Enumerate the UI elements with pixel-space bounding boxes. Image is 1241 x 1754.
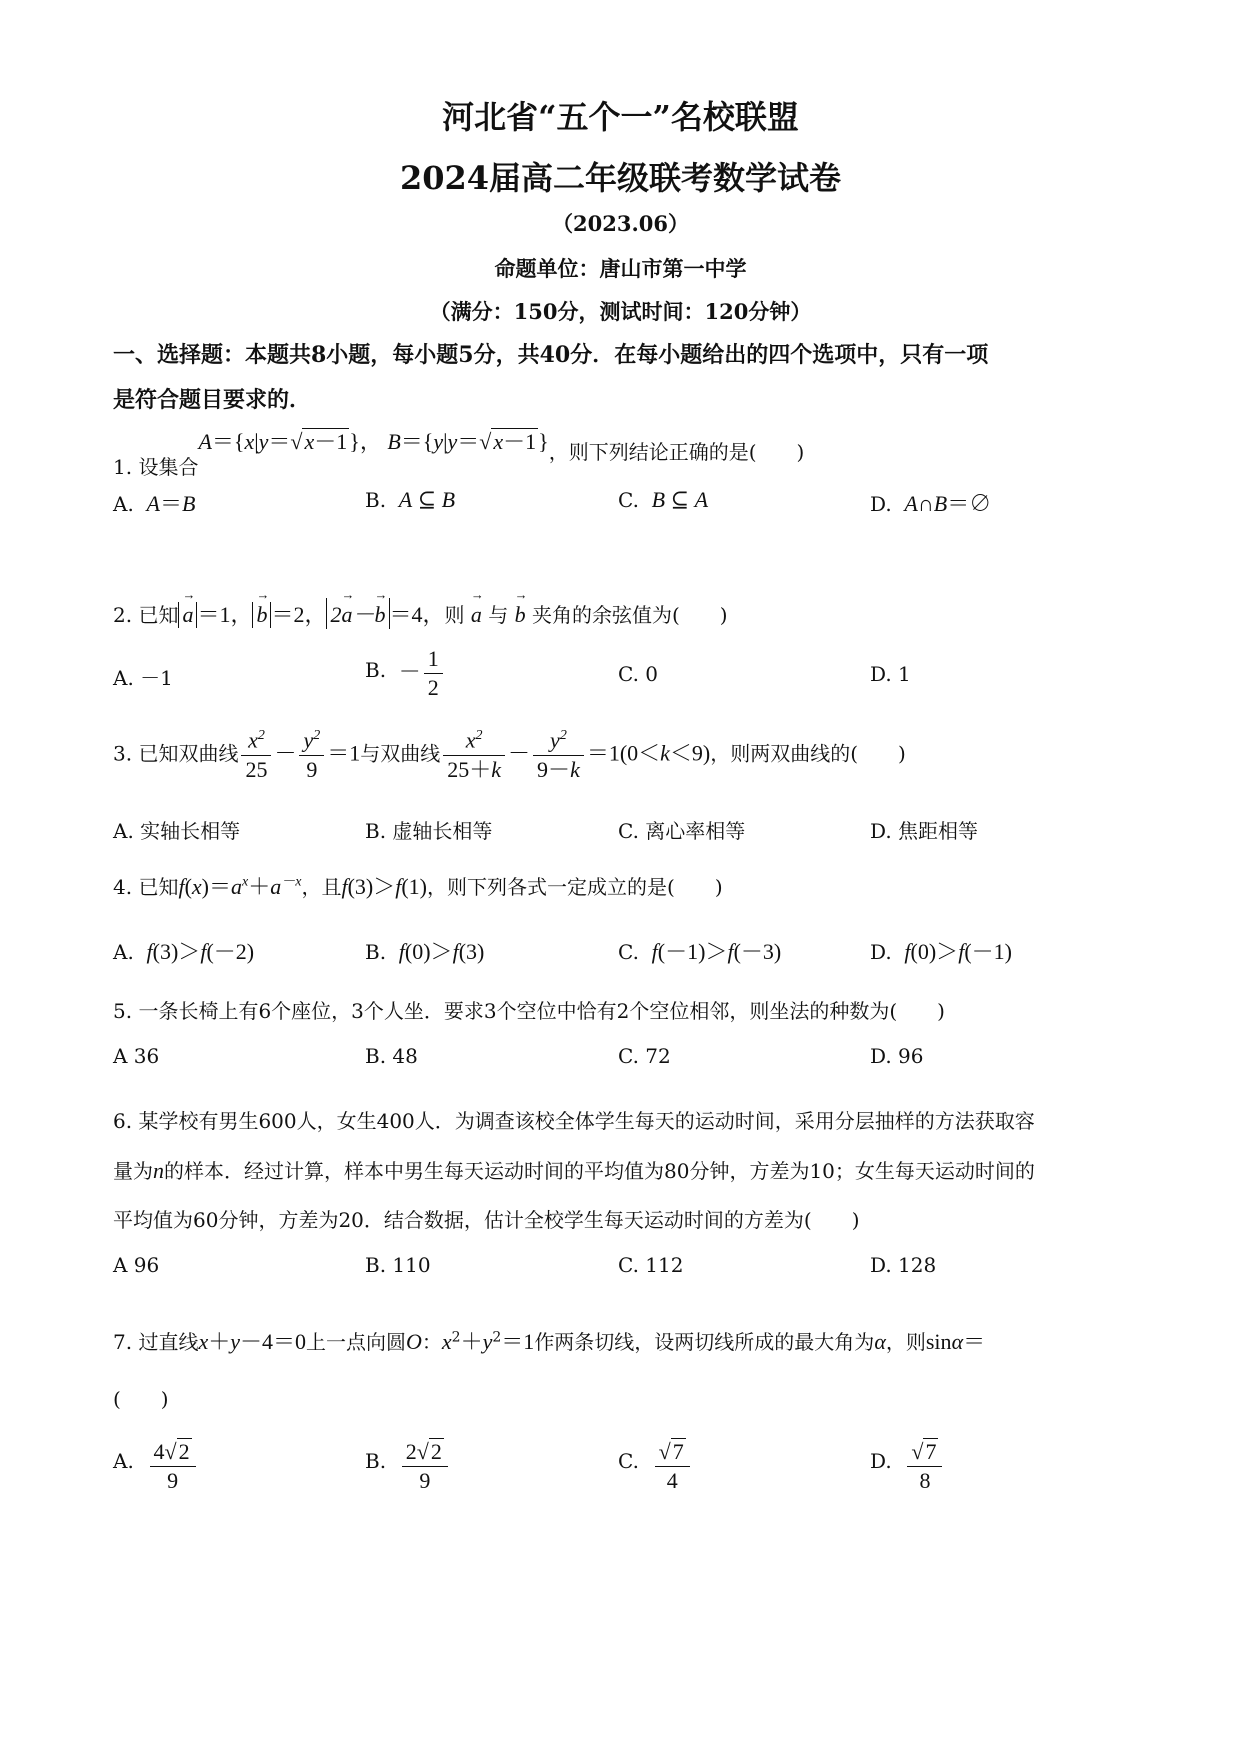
question-7-line2: ( ): [113, 1387, 169, 1411]
question-4-suffix: ，则下列各式一定成立的是( ): [427, 875, 723, 899]
question-7-line1: 7. 过直线x＋y－4＝0上一点向圆O：$x^2+y^2=1$作两条切线，设两切线所成的最大角为α，则sinα＝: [113, 1329, 986, 1354]
question-3-suffix: ，则两双曲线的( ): [710, 741, 906, 766]
q4-option-b: B. f(0)＞f(3): [365, 939, 485, 964]
q5-option-d: D. 96: [870, 1044, 924, 1068]
q6-option-d: D. 128: [870, 1253, 937, 1277]
q2-option-c: C. 0: [618, 662, 659, 686]
q3-option-c: C. 离心率相等: [618, 819, 746, 843]
exam-subtitle: 2024届高二年级联考数学试卷: [399, 159, 842, 197]
q6-option-c: C. 112: [618, 1253, 684, 1277]
q2-option-d: D. 1: [870, 662, 911, 686]
question-5: 5. 一条长椅上有6个座位，3个人坐．要求3个空位中恰有2个空位相邻，则坐法的种数为( ): [113, 999, 945, 1023]
q2-option-a: A. －1: [113, 666, 173, 690]
question-4-prefix: 4. 已知: [113, 875, 179, 899]
q7-option-d: D. $\frac{√7}{8}$: [870, 1440, 945, 1493]
q3-option-b: B. 虚轴长相等: [365, 819, 493, 843]
question-1-prefix: 1. 设集合: [113, 455, 199, 479]
question-1-suffix: ，则下列结论正确的是( ): [548, 440, 805, 464]
question-4: 4. 已知$f(x)=a^x+a^{-x}$，且f(3)＞f(1)，则下列各式一定成立的是( ): [113, 874, 723, 899]
q7-option-a: A. $\frac{4√2}{9}$: [113, 1440, 199, 1493]
question-6-line2: 量为n的样本．经过计算，样本中男生每天运动时间的平均值为80分钟，方差为10；女生每天运动时间的: [113, 1158, 1035, 1183]
q1-option-a: A. A＝B: [113, 491, 196, 516]
exam-score-time: （满分：150分，测试时间：120分钟）: [429, 299, 812, 324]
question-3-prefix: 3. 已知双曲线: [113, 741, 239, 766]
q4-option-c: C. f(－1)＞f(－3): [618, 939, 782, 964]
q7-option-b: B. $\frac{2√2}{9}$: [365, 1440, 451, 1493]
question-3: 3. 已知双曲线 $\frac{x^2}{25}$ － $\frac{y^2}{9}$ ＝1与双曲线 $\frac{x^2}{25+k}$ － $\frac{y^2}{9-k}$ ＝1(0＜k＜9)，则两双曲线的( ): [113, 727, 906, 782]
q1-option-c: C. B ⊆ A: [618, 487, 709, 512]
exam-unit: 命题单位：唐山市第一中学: [494, 256, 747, 281]
q5-option-c: C. 72: [618, 1044, 671, 1068]
q1-option-b: B. A ⊆ B: [365, 487, 456, 512]
q3-option-a: A. 实轴长相等: [113, 819, 241, 843]
question-2-prefix: 2. 已知: [113, 603, 179, 627]
q6-option-b: B. 110: [365, 1253, 431, 1277]
q2-option-b: B. － $\frac{1}{2}$: [365, 647, 446, 700]
q4-option-d: D. f(0)＞f(－1): [870, 939, 1012, 964]
exam-date: （2023.06）: [552, 211, 689, 236]
q5-option-a: A 36: [113, 1044, 160, 1068]
exam-title: 河北省“五个一”名校联盟: [442, 98, 799, 136]
section-heading-line2: 是符合题目要求的．: [113, 387, 312, 413]
q7-option-c: C. $\frac{√7}{4}$: [618, 1440, 693, 1493]
question-3-mid: 与双曲线: [360, 741, 441, 766]
question-1: 1. 设集合A＝{x|y＝√x－1}， B＝{y|y＝√x－1}，则下列结论正确的是( ): [113, 429, 805, 479]
q3-option-d: D. 焦距相等: [870, 819, 979, 843]
question-2: 2. 已知→ a ＝1，→ b ＝2， 2→ a－→ b ＝4，则 → a 与 → b 夹角的余弦值为( ): [113, 598, 728, 629]
section-heading-line1: 一、选择题：本题共8小题，每小题5分，共40分．在每小题给出的四个选项中，只有一项: [113, 342, 989, 368]
question-4-mid: ，且: [301, 875, 342, 899]
q6-option-a: A 96: [113, 1253, 160, 1277]
question-2-mid: 夹角的余弦值为( ): [531, 603, 728, 627]
q1-option-d: D. A∩B＝∅: [870, 491, 992, 516]
q5-option-b: B. 48: [365, 1044, 418, 1068]
question-6-line3: 平均值为60分钟，方差为20．结合数据，估计全校学生每天运动时间的方差为( ): [113, 1208, 860, 1232]
q4-option-a: A. f(3)＞f(－2): [113, 939, 255, 964]
question-6-line1: 6. 某学校有男生600人，女生400人．为调查该校全体学生每天的运动时间，采用分层抽样的方法获取容: [113, 1109, 1035, 1133]
